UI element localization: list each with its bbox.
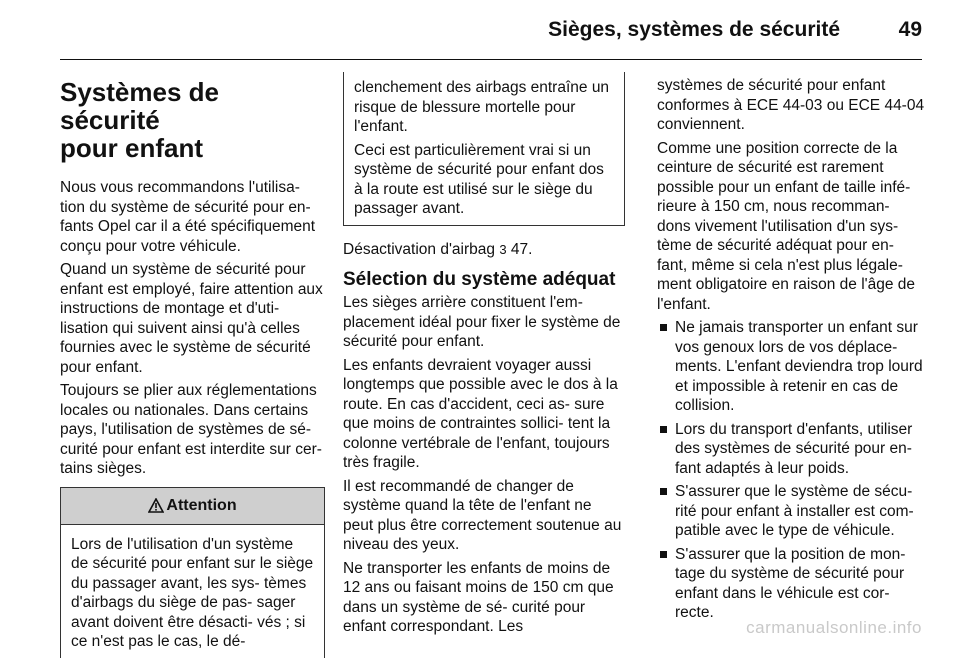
bullet-square-icon [660,324,667,331]
paragraph: Les sièges arrière constituent l'em- placement idéal pour fixer le système de sécurité pour enfant. [343,294,621,350]
page-header [0,0,960,64]
main-heading [60,78,325,162]
warning-title: Attention [166,496,237,514]
paragraph: Ne transporter les enfants de moins de 12 ans ou faisant moins de 150 cm que dans un système de sé- curité pour enfant correspondant. Les [343,559,614,635]
watermark: carmanualsonline.info [746,618,922,637]
paragraph: Quand un système de sécurité pour enfant est employé, faire attention aux instructions de montage et d'uti- lisation qui suivent ainsi qu'à celles fournies avec le système de sécurité pour enfant. [60,261,323,376]
column-2 [343,72,625,641]
section-title: Sièges, systèmes de sécurité [548,18,840,41]
paragraph: systèmes de sécurité pour enfant conformes à ECE 44-03 ou ECE 44-04 conviennent. [657,77,925,133]
bullet-list [657,318,927,623]
warning-continued-text: clenchement des airbags entraîne un risque de blessure mortelle pour l'enfant. [354,79,610,135]
heading-line-2: pour enfant [60,133,203,163]
list-item: Ne jamais transporter un enfant sur vos genoux lors de vos déplace- ments. L'enfant deviendra trop lourd et impossible à retenir en cas de collision. [657,318,927,416]
column-3 [657,76,927,627]
paragraph: Toujours se plier aux réglementations locales ou nationales. Dans certains pays, l'utilisation de systèmes de sé- curité pour enfant est interdite sur cer- tains sièges. [60,382,322,477]
list-item: Lors du transport d'enfants, utiliser des systèmes de sécurité pour en- fant adaptés à leur poids. [657,420,927,479]
bullet-square-icon [660,488,667,495]
cross-reference: Désactivation d'airbag 3 47. [343,240,533,258]
paragraph: Les enfants devraient voyager aussi longtemps que possible avec le dos à la route. En cas d'accident, ceci as- sure que moins de contraintes sollici- tent la colonne vertébrale de l'enfant, toujours très fragile. [343,356,618,471]
warning-box [60,487,325,658]
warning-continued-text: Ceci est particulièrement vrai si un système de sécurité pour enfant dos à la route est utilisé sur le siège du passager avant. [354,141,604,217]
bullet-square-icon [660,426,667,433]
paragraph: Nous vous recommandons l'utilisa- tion du système de sécurité pour en- fants Opel car il a été spécifiquement conçu pour votre véhicule. [60,179,316,255]
warning-text: Lors de l'utilisation d'un système de sécurité pour enfant sur le siège du passager avant, les sys- tèmes d'airbags du siège de pas- sager avant doivent être désacti- vés ; si ce n'est pas le cas, le dé- [71,535,314,650]
reference-arrow-icon: 3 [499,241,507,257]
list-item: S'assurer que le système de sécu- rité pour enfant à installer est com- patible avec le type de véhicule. [657,482,927,541]
column-1 [60,72,325,658]
paragraph: Il est recommandé de changer de système quand la tête de l'enfant ne peut plus être correctement soutenue au niveau des yeux. [343,477,622,553]
warning-header [61,488,324,525]
bullet-square-icon [660,551,667,558]
warning-box-continued [343,72,625,226]
header-divider [60,59,922,60]
page-number: 49 [898,18,922,41]
heading-line-1: Systèmes de sécurité [60,77,219,135]
reference-page[interactable]: 47. [510,240,533,258]
warning-triangle-icon [148,498,164,513]
sub-heading: Sélection du système adéquat [343,269,616,290]
list-item: S'assurer que la position de mon- tage du système de sécurité pour enfant dans le véhicule est cor- recte. [657,545,927,623]
paragraph: Comme une position correcte de la ceinture de sécurité est rarement possible pour un enfant de taille infé- rieure à 150 cm, nous recomman- dons vivement l'utilisation d'un sys- tème de sécurité adéquat pour en- fant, même si cela n'est plus légale- ment obligatoire en raison de l'âge de l'enfant. [657,139,916,313]
